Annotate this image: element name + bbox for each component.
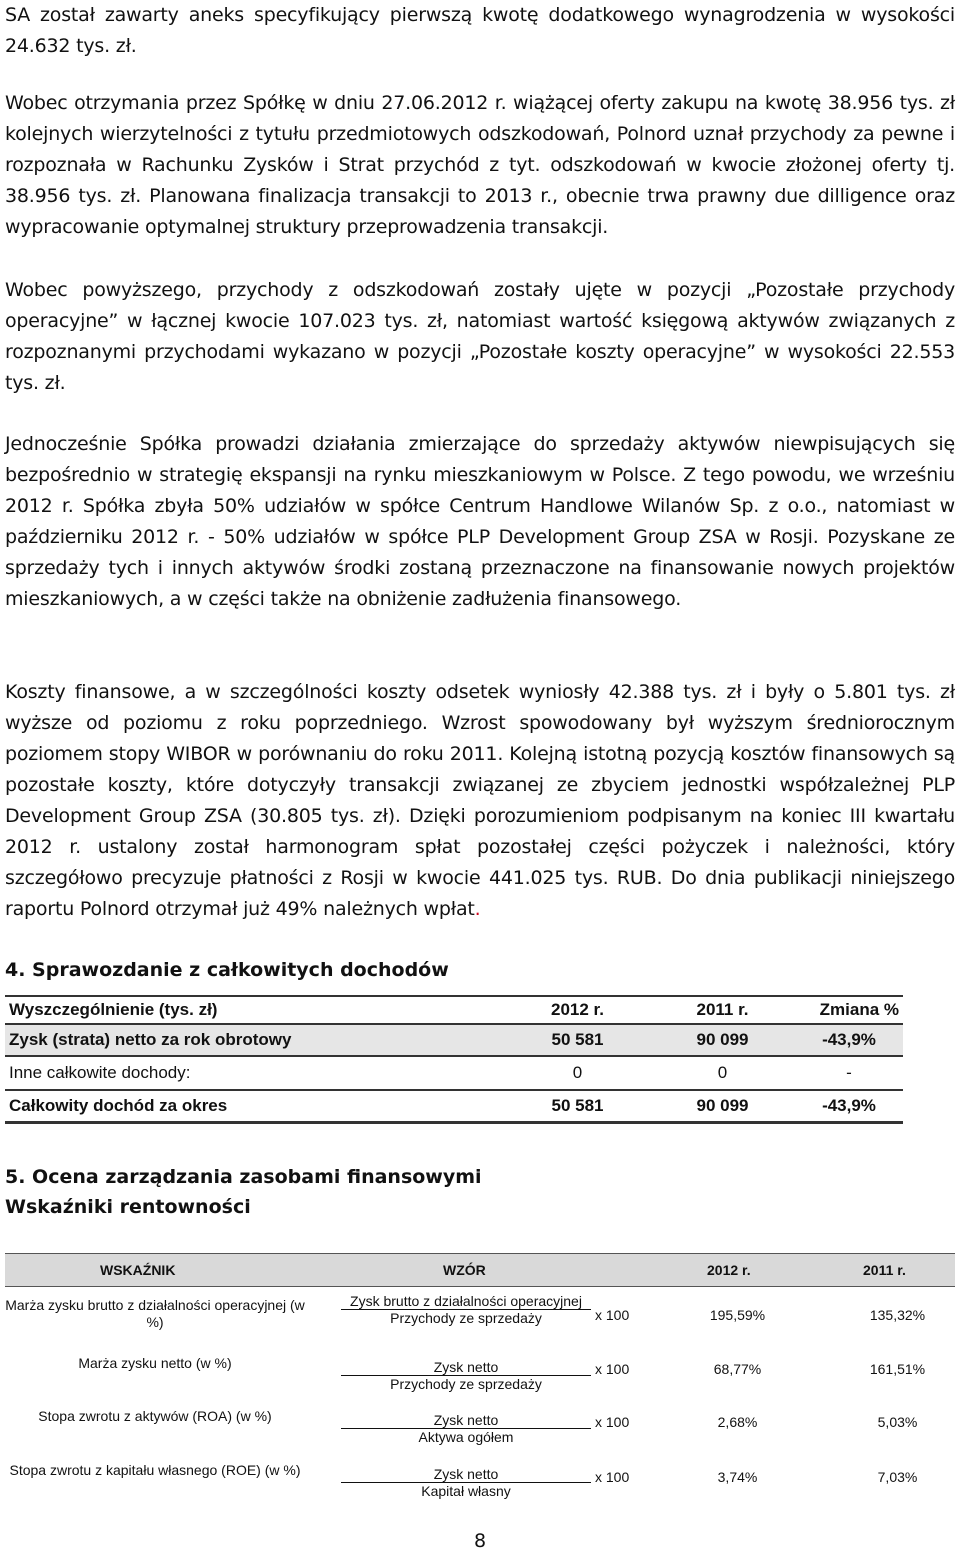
formula-denominator: Przychody ze sprzedaży <box>390 1376 542 1392</box>
section-5-title: 5. Ocena zarządzania zasobami finansowymi <box>5 1166 482 1188</box>
value-2011: 161,51% <box>869 1361 926 1377</box>
formula-numerator: Zysk netto <box>341 1412 591 1429</box>
multiplier: x 100 <box>595 1469 630 1485</box>
table-row <box>5 1090 903 1123</box>
ratio-formula <box>341 1293 591 1326</box>
paragraph-sprzedaz-aktywow: Jednocześnie Spółka prowadzi działania zmierzające do sprzedaży aktywów niewpisujących się bezpośrednio w strategię ekspansji na rynku mieszkaniowym w Polsce. Z tego powodu, we wrześniu 2012 r. Spółka zbyła 50% udziałów w spółce Centrum Handlowe Wilanów Sp. z o.o., natomiast w październiku 2012 r. - 50% udziałów w spółce PLP Development Group ZSA w Rosji. Pozyskane ze sprzedaży tych i innych aktywów środki zostaną przeznaczone na finansowanie nowych projektów mieszkaniowych, a w części także na obniżenie zadłużenia finansowego. <box>5 433 955 610</box>
table-cell: Całkowity dochód za okres <box>5 1090 505 1123</box>
ratio-formula <box>341 1359 591 1392</box>
formula-numerator: Zysk netto <box>341 1359 591 1376</box>
value-2011: 5,03% <box>877 1414 918 1430</box>
formula-denominator: Kapitał własny <box>421 1483 511 1499</box>
multiplier: x 100 <box>595 1307 630 1323</box>
section-4-title: 4. Sprawozdanie z całkowitych dochodów <box>5 959 449 981</box>
paragraph-koszty-finansowe <box>5 677 955 925</box>
table-cell: -43,9% <box>795 1024 903 1056</box>
table-header-row <box>5 996 903 1024</box>
column-header: 2011 r. <box>863 1262 906 1278</box>
table-row <box>5 1024 903 1056</box>
formula-denominator: Przychody ze sprzedaży <box>390 1310 542 1326</box>
table-cell: 0 <box>572 1063 583 1082</box>
column-header: Wyszczególnienie (tys. zł) <box>5 996 505 1024</box>
paragraph-koszty-finansowe-text: Koszty finansowe, a w szczególności koszty odsetek wyniosły 42.388 tys. zł i były o 5.801 tys. zł wyższe od poziomu z roku poprzedniego. Wzrost spowodowany był wyższym średniorocznym poziomem stopy WIBOR w porównaniu do roku 2011. Kolejną istotną pozycją kosztów finansowych są pozostałe koszty, które dotyczyły transakcji związanej ze zbyciem jednostki współzależnej PLP Development Group ZSA (30.805 tys. zł). Dzięki porozumieniom podpisanym na koniec III kwartału 2012 r. ustalony został harmonogram spłat pozostałej części pożyczek i należności, który szczegółowo precyzuje płatności z Rosji w kwocie 441.025 tys. RUB. Do dnia publikacji niniejszego raportu Polnord otrzymał już 49% należnych wpłat <box>5 681 955 920</box>
formula-denominator: Aktywa ogółem <box>418 1429 514 1445</box>
paragraph-aneks: SA został zawarty aneks specyfikujący pierwszą kwotę dodatkowego wynagrodzenia w wysokości 24.632 tys. zł. <box>5 4 955 57</box>
column-header: WSKAŹNIK <box>100 1262 176 1278</box>
value-2011: 7,03% <box>877 1469 918 1485</box>
value-2011: 135,32% <box>869 1307 926 1323</box>
table-cell: Inne całkowite dochody: <box>9 1063 191 1082</box>
table-cell: 50 581 <box>505 1024 650 1056</box>
table-cell: - <box>846 1063 852 1082</box>
paragraph-end-mark: . <box>474 898 481 920</box>
ratio-name: Marża zysku netto (w %) <box>78 1355 232 1371</box>
section-5-subtitle: Wskaźniki rentowności <box>5 1196 251 1218</box>
column-header: WZÓR <box>443 1262 486 1278</box>
table-cell: 90 099 <box>650 1024 795 1056</box>
table-cell: 90 099 <box>650 1090 795 1123</box>
paragraph-przychody: Wobec powyższego, przychody z odszkodowań zostały ujęte w pozycji „Pozostałe przychody operacyjne” w łącznej kwocie 107.023 tys. zł, natomiast wartość księgową aktywów związanych z rozpoznanymi przychodami wykazano w pozycji „Pozostałe koszty operacyjne” w wysokości 22.553 tys. zł. <box>5 279 955 394</box>
ratio-name: Stopa zwrotu z aktywów (ROA) (w %) <box>38 1408 272 1424</box>
table-cell: 0 <box>717 1063 728 1082</box>
ratio-formula <box>341 1412 591 1445</box>
column-header: Zmiana % <box>795 996 903 1024</box>
column-header: 2012 r. <box>505 996 650 1024</box>
table-cell: 50 581 <box>505 1090 650 1123</box>
multiplier: x 100 <box>595 1361 630 1377</box>
table-row <box>5 1056 903 1090</box>
value-2012: 3,74% <box>717 1469 758 1485</box>
formula-numerator: Zysk netto <box>341 1466 591 1483</box>
column-header: 2011 r. <box>650 996 795 1024</box>
formula-numerator: Zysk brutto z działalności operacyjnej <box>341 1293 591 1310</box>
table-cell: -43,9% <box>795 1090 903 1123</box>
ratio-formula <box>341 1466 591 1499</box>
paragraph-oferta: Wobec otrzymania przez Spółkę w dniu 27.06.2012 r. wiążącej oferty zakupu na kwotę 38.956 tys. zł kolejnych wierzytelności z tytułu przedmiotowych odszkodowań, Polnord uznał przychody za pewne i rozpoznała w Rachunku Zysków i Strat przychód z tyt. odszkodowań w kwocie złożonej oferty tj. 38.956 tys. zł. Planowana finalizacja transakcji to 2013 r., obecnie trwa prawny due dilligence oraz wypracowanie optymalnej struktury przeprowadzenia transakcji. <box>5 92 955 238</box>
page-number: 8 <box>473 1530 487 1552</box>
table-cell: Zysk (strata) netto za rok obrotowy <box>5 1024 505 1056</box>
column-header: 2012 r. <box>707 1262 751 1278</box>
ratio-name: Stopa zwrotu z kapitału własnego (ROE) (w %) <box>9 1462 301 1478</box>
value-2012: 195,59% <box>709 1307 766 1323</box>
value-2012: 2,68% <box>717 1414 758 1430</box>
ratios-table-header <box>5 1253 955 1287</box>
ratio-name: Marża zysku brutto z działalności operacyjnej (w %) <box>5 1297 305 1330</box>
value-2012: 68,77% <box>713 1361 762 1377</box>
multiplier: x 100 <box>595 1414 630 1430</box>
income-statement-table <box>5 995 903 1124</box>
